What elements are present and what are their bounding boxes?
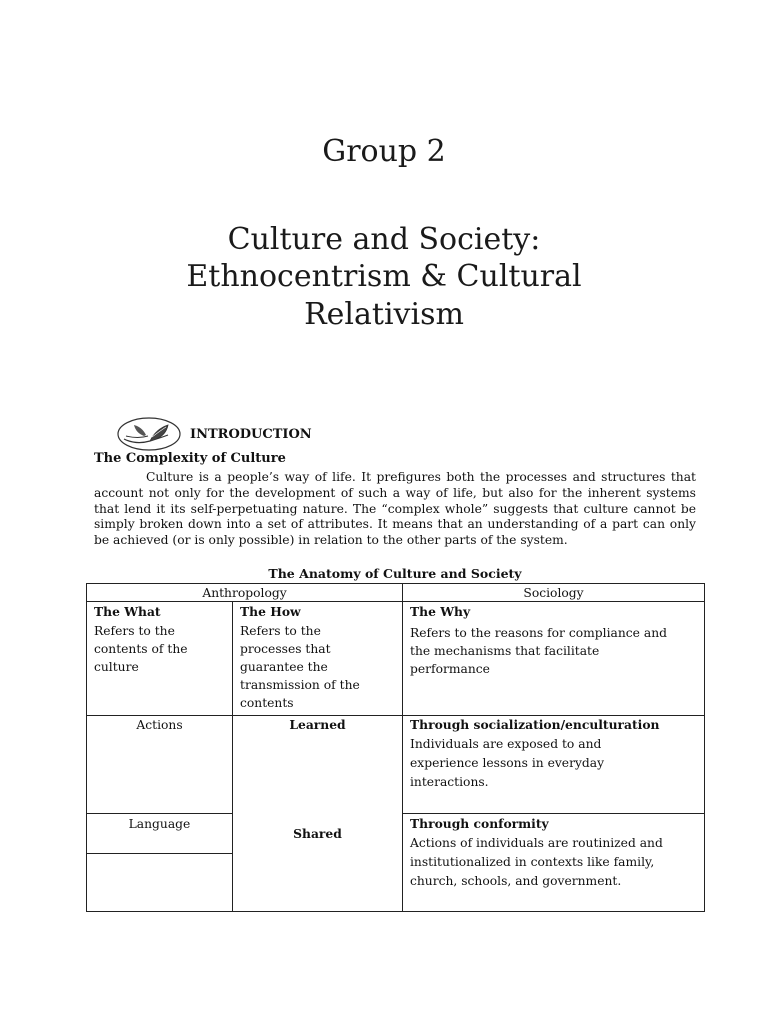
table-row-divider <box>86 813 233 814</box>
how-text-line: Refers to the <box>240 624 321 638</box>
table-border-right <box>704 583 705 912</box>
how-text-line: guarantee the <box>240 660 328 674</box>
language-cell: Language <box>128 817 191 831</box>
conformity-title: Through conformity <box>410 816 549 831</box>
table-column-divider <box>402 583 403 912</box>
what-text-line: Refers to the <box>94 624 175 638</box>
conformity-text-line: Actions of individuals are routinized and <box>410 836 663 850</box>
table-border-bottom <box>86 911 705 912</box>
section-heading: The Complexity of Culture <box>94 451 286 466</box>
conformity-text-line: church, schools, and government. <box>410 874 622 888</box>
why-title: The Why <box>410 604 471 619</box>
what-text-line: contents of the <box>94 642 188 656</box>
intro-paragraph: Culture is a people’s way of life. It prefigures both the processes and structures that account not only for the development of such a way of life, but also for the inherent systems that lend it its self-perpetuating nature. The “complex whole” suggests that culture cannot be simply broken down into a set of attributes. It means that an understanding of a part can only be achieved (or is only possible) in relation to the other parts of the system. <box>94 470 696 548</box>
page-title-line-2: Ethnocentrism & Cultural <box>186 259 582 294</box>
why-text-line: the mechanisms that facilitate <box>410 644 600 658</box>
socialization-text-line: experience lessons in everyday <box>410 756 605 770</box>
header-sociology: Sociology <box>523 586 584 600</box>
why-text-line: Refers to the reasons for compliance and <box>410 626 667 640</box>
page-title-line-1: Culture and Society: <box>227 222 541 257</box>
what-text <box>94 622 188 676</box>
page-title-line-3: Relativism <box>304 297 464 332</box>
table-row-divider <box>86 853 233 854</box>
how-text-line: transmission of the <box>240 678 360 692</box>
how-text-line: processes that <box>240 642 331 656</box>
actions-cell: Actions <box>136 718 183 732</box>
socialization-text <box>410 735 604 792</box>
shared-cell: Shared <box>293 826 342 841</box>
header-anthropology: Anthropology <box>202 586 287 600</box>
table-row-divider <box>402 813 705 814</box>
socialization-text-line: interactions. <box>410 775 489 789</box>
how-title: The How <box>240 604 301 619</box>
conformity-text <box>410 834 663 891</box>
table-column-divider <box>232 601 233 912</box>
what-text-line: culture <box>94 660 139 674</box>
table-caption: The Anatomy of Culture and Society <box>268 566 522 581</box>
what-title: The What <box>94 604 161 619</box>
how-text-line: contents <box>240 696 294 710</box>
why-text <box>410 624 667 678</box>
socialization-title: Through socialization/enculturation <box>410 717 660 732</box>
learned-cell: Learned <box>289 717 346 732</box>
how-text <box>240 622 360 712</box>
socialization-text-line: Individuals are exposed to and <box>410 737 602 751</box>
introduction-heading: INTRODUCTION <box>190 427 312 442</box>
why-text-line: performance <box>410 662 490 676</box>
conformity-text-line: institutionalized in contexts like family, <box>410 855 655 869</box>
group-label: Group 2 <box>322 134 446 169</box>
hand-with-leaf-icon <box>116 415 182 453</box>
table-border-left <box>86 583 87 912</box>
